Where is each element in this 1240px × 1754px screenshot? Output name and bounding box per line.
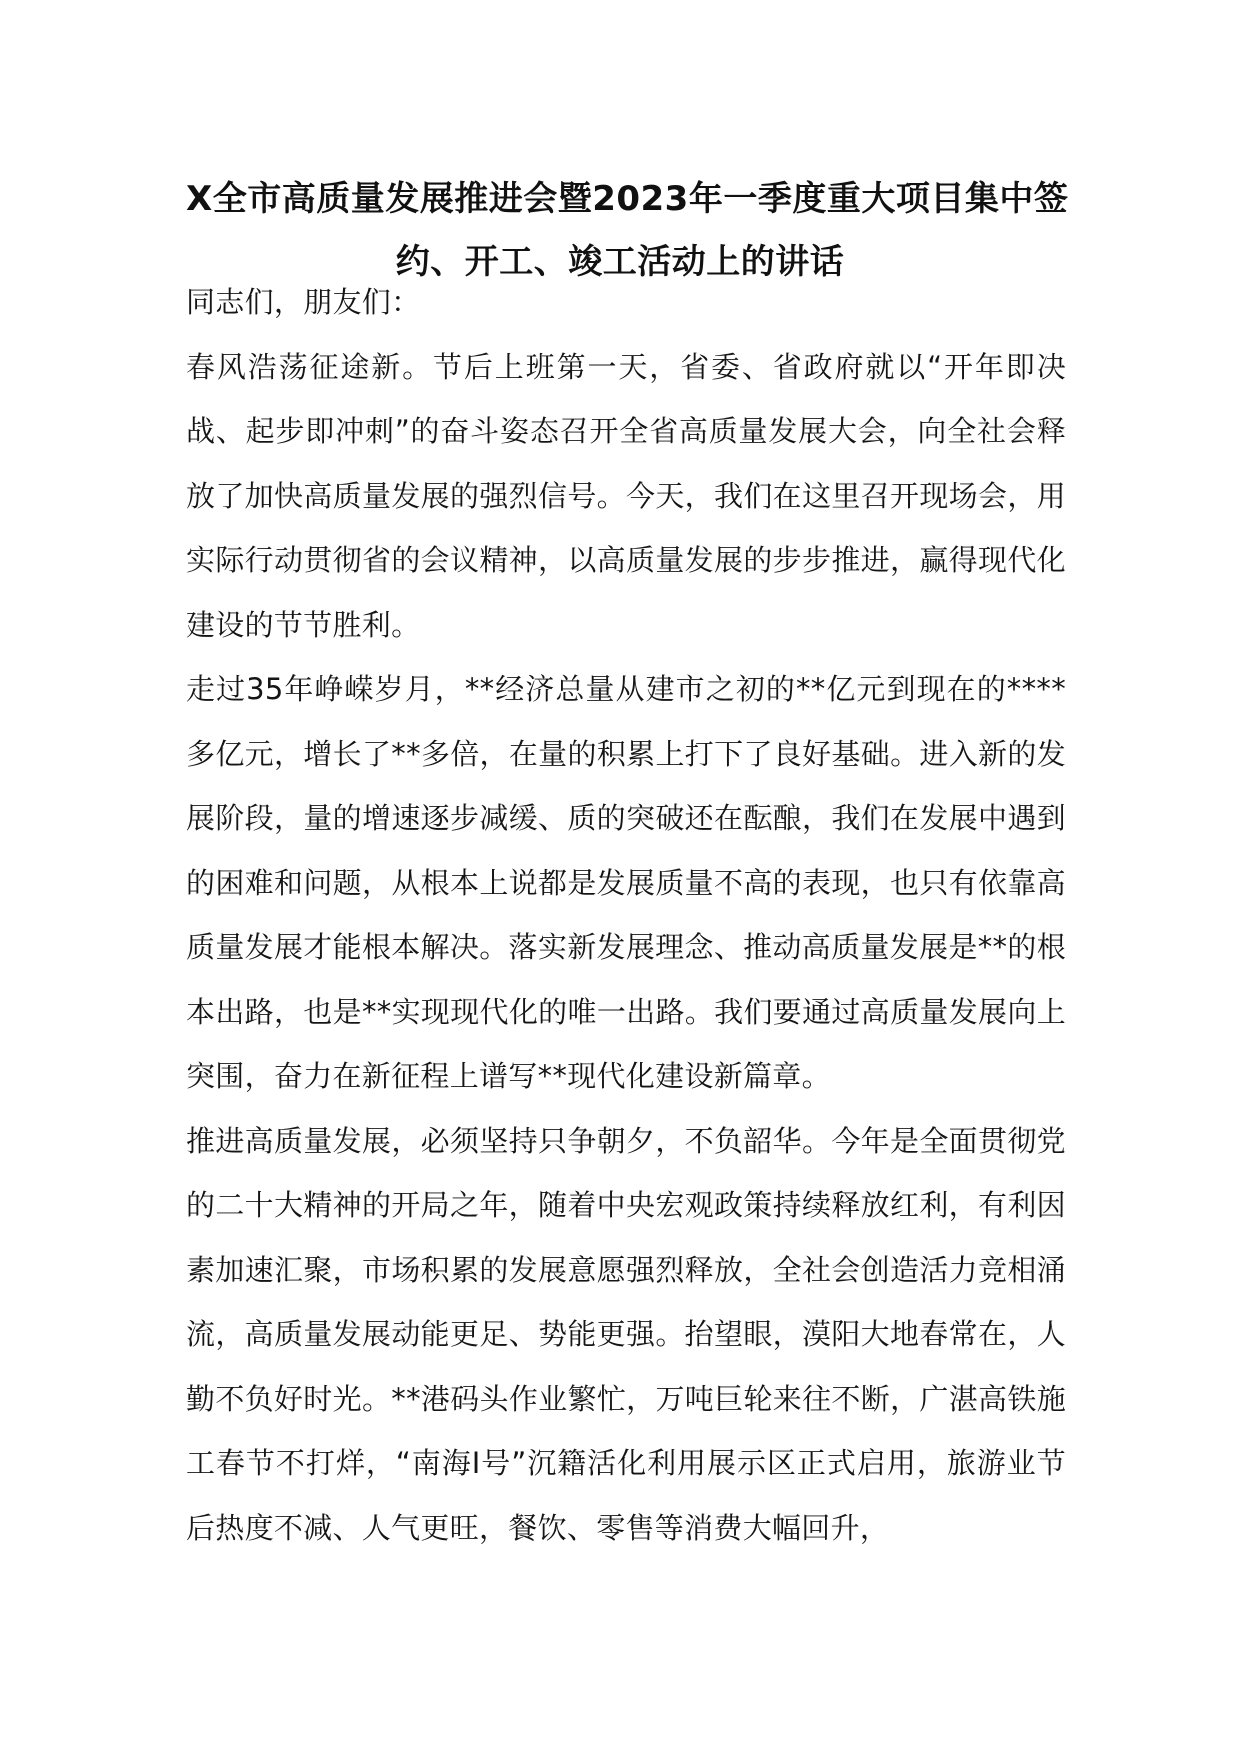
salutation: 同志们，朋友们：: [186, 285, 421, 319]
paragraph-3: 推进高质量发展，必须坚持只争朝夕，不负韶华。今年是全面贯彻党的二十大精神的开局之年，随着中央宏观政策持续释放红利，有利因素加速汇聚，市场积累的发展意愿强烈释放，全社会创造活力竞相涌流，高质量发展动能更足、势能更强。抬望眼，漠阳大地春常在，人勤不负好时光。**港码头作业繁忙，万吨巨轮来往不断，广湛高铁施工春节不打烊，“南海Ⅰ号”沉籍活化利用展示区正式启用，旅游业节后热度不减、人气更旺，餐饮、零售等消费大幅回升，: [186, 1123, 1066, 1545]
title-line-1: X全市高质量发展推进会暨2023年一季度重大项目集中签: [186, 179, 1069, 219]
document-body: [186, 270, 1066, 1560]
paragraph-2: 走过35年峥嵘岁月，**经济总量从建市之初的**亿元到现在的****多亿元，增长了**多倍，在量的积累上打下了良好基础。进入新的发展阶段，量的增速逐步减缓、质的突破还在酝酿，我们在发展中遇到的困难和问题，从根本上说都是发展质量不高的表现，也只有依靠高质量发展才能根本解决。落实新发展理念、推动高质量发展是**的根本出路，也是**实现现代化的唯一出路。我们要通过高质量发展向上突围，奋力在新征程上谱写**现代化建设新篇章。: [186, 672, 1066, 1093]
paragraph-1: 春风浩荡征途新。节后上班第一天，省委、省政府就以“开年即决战、起步即冲刺”的奋斗姿态召开全省高质量发展大会，向全社会释放了加快高质量发展的强烈信号。今天，我们在这里召开现场会，用实际行动贯彻省的会议精神，以高质量发展的步步推进，赢得现代化建设的节节胜利。: [186, 349, 1066, 642]
title-line-2: 约、开工、竣工活动上的讲话: [395, 242, 845, 282]
